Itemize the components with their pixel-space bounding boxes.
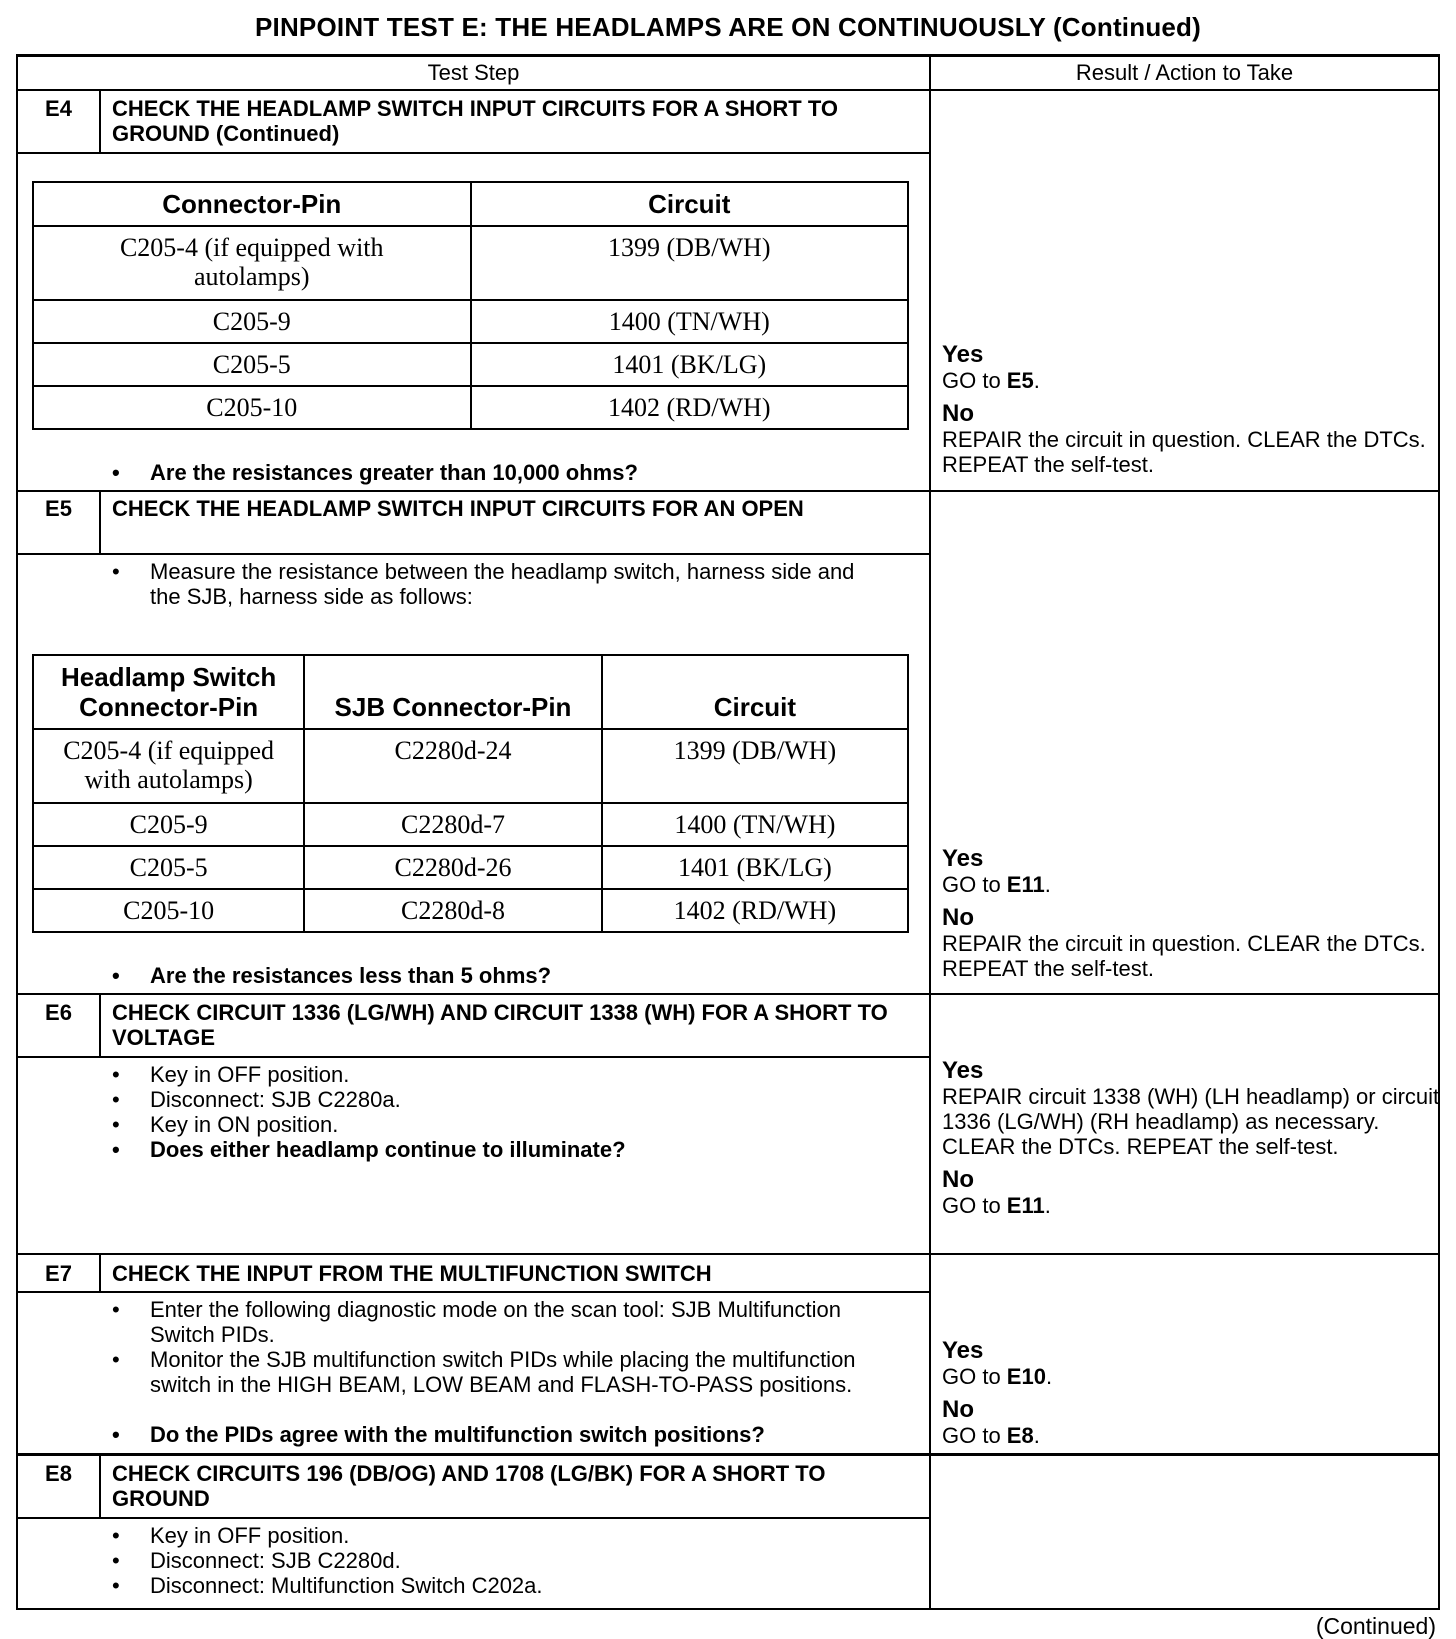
table-border-left	[16, 54, 18, 1610]
table-border-bottom	[16, 1608, 1440, 1610]
goto-target: E11	[1006, 872, 1045, 897]
table-row	[33, 729, 908, 803]
bullet-item: • Key in OFF position.	[112, 1523, 350, 1548]
bullet-icon: •	[112, 1347, 120, 1372]
result-e5: Yes GO to E11. No REPAIR the circuit in question. CLEAR the DTCs. REPEAT the self-test.	[942, 846, 1442, 981]
question-e6: • Does either headlamp continue to illuminate?	[112, 1137, 626, 1162]
step-id-e7: E7	[45, 1261, 72, 1286]
table-cell: C2280d-24	[304, 729, 602, 803]
step-heading-e6: CHECK CIRCUIT 1336 (LG/WH) AND CIRCUIT 1338 (WH) FOR A SHORT TO VOLTAGE	[112, 1000, 888, 1050]
bullet-item: • Disconnect: SJB C2280d.	[112, 1548, 401, 1573]
yes-label: Yes	[942, 1337, 984, 1364]
connector-table-e5	[32, 654, 909, 933]
no-action: REPAIR the circuit in question. CLEAR the DTCs. REPEAT the self-test.	[942, 931, 1426, 981]
table-cell: 1402 (RD/WH)	[602, 889, 908, 932]
bullet-icon: •	[112, 460, 120, 485]
continued-footer: (Continued)	[1315, 1613, 1436, 1639]
row-divider-e5	[16, 490, 1440, 492]
table-row	[33, 343, 908, 386]
question-e4: • Are the resistances greater than 10,000 ohms?	[112, 460, 638, 485]
no-label: No	[942, 904, 974, 931]
step-id-e5: E5	[45, 496, 72, 521]
table-border-top	[16, 54, 1440, 57]
bullet-item: • Disconnect: SJB C2280a.	[112, 1087, 401, 1112]
table-cell: C205-4 (if equipped with autolamps)	[33, 729, 304, 803]
row-divider-e8	[16, 1453, 1440, 1456]
yes-label: Yes	[942, 341, 984, 368]
heading-underline	[16, 152, 929, 154]
yes-label: Yes	[942, 1057, 984, 1084]
goto-target: E8	[1006, 1423, 1034, 1448]
no-label: No	[942, 1396, 974, 1423]
header-divider	[16, 89, 1440, 91]
step-heading-e4: CHECK THE HEADLAMP SWITCH INPUT CIRCUITS FOR A SHORT TO GROUND (Continued)	[112, 96, 838, 146]
yes-label: Yes	[942, 845, 984, 872]
bullet-icon: •	[112, 1422, 120, 1447]
bullet-item: • Enter the following diagnostic mode on the scan tool: SJB Multifunction Switch PIDs.	[112, 1297, 841, 1347]
col-header: Connector-Pin	[33, 182, 471, 226]
table-row	[33, 889, 908, 932]
step-heading-e8: CHECK CIRCUITS 196 (DB/OG) AND 1708 (LG/BK) FOR A SHORT TO GROUND	[112, 1461, 826, 1511]
goto-target: E5	[1006, 368, 1034, 393]
result-e4: Yes GO to E5. No REPAIR the circuit in question. CLEAR the DTCs. REPEAT the self-test.	[942, 342, 1442, 477]
bullet-icon: •	[112, 963, 120, 988]
col-header: Circuit	[602, 655, 908, 729]
step-id-e8: E8	[45, 1461, 72, 1486]
header-result: Result / Action to Take	[1075, 60, 1294, 85]
table-cell: 1401 (BK/LG)	[471, 343, 909, 386]
yes-action: REPAIR circuit 1338 (WH) (LH headlamp) or circuit 1336 (LG/WH) (RH headlamp) as necessary. CLEAR the DTCs. REPEAT the self-test.	[942, 1084, 1440, 1159]
question-e5: • Are the resistances less than 5 ohms?	[112, 963, 552, 988]
bullet-item: • Key in ON position.	[112, 1112, 339, 1137]
row-divider-e7	[16, 1253, 1440, 1255]
question-e7: • Do the PIDs agree with the multifunction switch positions?	[112, 1422, 765, 1447]
table-cell: C2280d-8	[304, 889, 602, 932]
table-cell: C205-5	[33, 846, 304, 889]
table-cell: 1402 (RD/WH)	[471, 386, 909, 429]
result-e6: Yes REPAIR circuit 1338 (WH) (LH headlamp) or circuit 1336 (LG/WH) (RH headlamp) as necessary. CLEAR the DTCs. REPEAT the self-test. No GO to E11.	[942, 1058, 1442, 1218]
step-id-e6: E6	[45, 1000, 72, 1025]
table-cell: 1400 (TN/WH)	[602, 803, 908, 846]
step-id-divider	[99, 1255, 101, 1292]
connector-table-e4	[32, 181, 909, 430]
table-row	[33, 803, 908, 846]
goto-target: E11	[1006, 1193, 1045, 1218]
col-header: Headlamp Switch Connector-Pin	[33, 655, 304, 729]
step-id-divider	[99, 492, 101, 554]
column-divider	[929, 54, 931, 1610]
col-header: SJB Connector-Pin	[304, 655, 602, 729]
table-row	[33, 226, 908, 300]
table-cell: 1401 (BK/LG)	[602, 846, 908, 889]
bullet-icon: •	[112, 1137, 120, 1162]
bullet-icon: •	[112, 1297, 120, 1322]
step-id-e4: E4	[45, 96, 72, 121]
table-cell: C2280d-7	[304, 803, 602, 846]
step-id-divider	[99, 91, 101, 153]
table-row	[33, 300, 908, 343]
bullet-icon: •	[112, 1548, 120, 1573]
table-cell: C2280d-26	[304, 846, 602, 889]
heading-underline	[16, 1056, 929, 1058]
bullet-icon: •	[112, 559, 120, 584]
no-action: REPAIR the circuit in question. CLEAR the DTCs. REPEAT the self-test.	[942, 427, 1426, 477]
result-e7: Yes GO to E10. No GO to E8.	[942, 1338, 1442, 1448]
bullet-icon: •	[112, 1062, 120, 1087]
table-cell: 1399 (DB/WH)	[471, 226, 909, 300]
heading-underline	[16, 1517, 929, 1519]
table-cell: C205-4 (if equipped with autolamps)	[33, 226, 471, 300]
bullet-icon: •	[112, 1573, 120, 1598]
header-test-step: Test Step	[427, 60, 520, 85]
table-cell: C205-10	[33, 386, 471, 429]
bullet-item: • Monitor the SJB multifunction switch PIDs while placing the multifunction switch in the HIGH BEAM, LOW BEAM and FLASH-TO-PASS positions.	[112, 1347, 856, 1397]
step-id-divider	[99, 995, 101, 1057]
step-id-divider	[99, 1456, 101, 1518]
table-cell: C205-10	[33, 889, 304, 932]
bullet-icon: •	[112, 1523, 120, 1548]
col-header: Circuit	[471, 182, 909, 226]
instruction-e5: • Measure the resistance between the headlamp switch, harness side and the SJB, harness side as follows:	[112, 559, 855, 609]
table-cell: 1400 (TN/WH)	[471, 300, 909, 343]
heading-underline	[16, 1291, 929, 1293]
step-heading-e5: CHECK THE HEADLAMP SWITCH INPUT CIRCUITS FOR AN OPEN	[112, 496, 804, 521]
table-row	[33, 846, 908, 889]
bullet-icon: •	[112, 1087, 120, 1112]
no-label: No	[942, 400, 974, 427]
bullet-icon: •	[112, 1112, 120, 1137]
bullet-item: • Disconnect: Multifunction Switch C202a.	[112, 1573, 543, 1598]
heading-underline	[16, 553, 929, 555]
page-title: PINPOINT TEST E: THE HEADLAMPS ARE ON CONTINUOUSLY (Continued)	[254, 12, 1201, 42]
table-cell: C205-9	[33, 803, 304, 846]
row-divider-e6	[16, 993, 1440, 995]
no-label: No	[942, 1166, 974, 1193]
table-cell: 1399 (DB/WH)	[602, 729, 908, 803]
bullet-item: • Key in OFF position.	[112, 1062, 350, 1087]
step-heading-e7: CHECK THE INPUT FROM THE MULTIFUNCTION SWITCH	[112, 1261, 712, 1286]
table-row	[33, 386, 908, 429]
table-cell: C205-5	[33, 343, 471, 386]
goto-target: E10	[1006, 1364, 1046, 1389]
table-cell: C205-9	[33, 300, 471, 343]
